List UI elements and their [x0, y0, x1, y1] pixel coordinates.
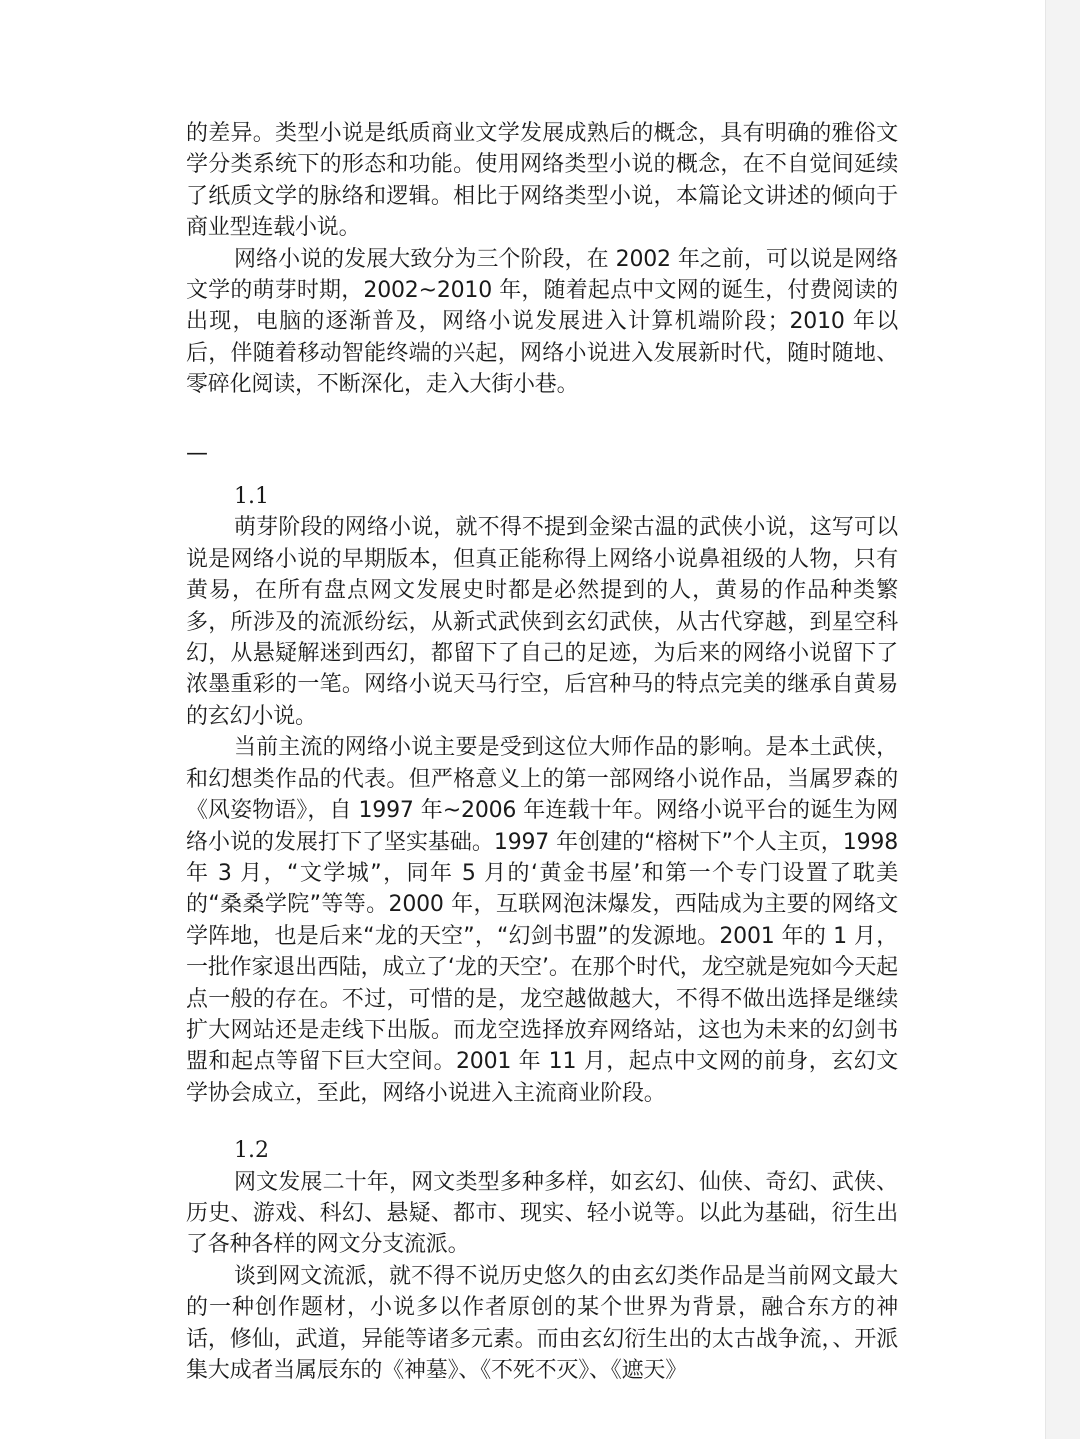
- spacer: [186, 469, 898, 481]
- intro-paragraph-1: 的差异。类型小说是纸质商业文学发展成熟后的概念，具有明确的雅俗文学分类系统下的形态和功能。使用网络类型小说的概念，在不自觉间延续了纸质文学的脉络和逻辑。相比于网络类型小说，本篇论文讲述的倾向于商业型连载小说。: [186, 121, 898, 241]
- section-1-2-paragraph-2: 谈到网文流派，就不得不说历史悠久的由玄幻类作品是当前网文最大的一种创作题材，小说多以作者原创的某个世界为背景，融合东方的神话，修仙，武道，异能等诸多元素。而由玄幻衍生出的太古战争流，、开派集大成者当属辰东的《神墓》、《不死不灭》、《遮天》: [186, 1263, 898, 1384]
- section-heading-1-1: 1.1: [234, 484, 269, 510]
- section-1-1-paragraph-2: 当前主流的网络小说主要是受到这位大师作品的影响。是本土武侠，和幻想类作品的代表。但严格意义上的第一部网络小说作品，当属罗森的《风姿物语》，自 1997 年~2006 年连载十年。网络小说平台的诞生为网络小说的发展打下了坚实基础。1997 年创建的“榕树下”个人主页，1998 年 3 月，“文学城”，同年 5 月的‘黄金书屋’和第一个专门设置了耽美的“桑桑学院”等等。2000 年，互联网泡沫爆发，西陆成为主要的网络文学阵地，也是后来“龙的天空”，“幻剑书盟”的发源地。2001 年的 1 月，一批作家退出西陆，成立了‘龙的天空’。在那个时代，龙空就是宛如今天起点一般的存在。不过，可惜的是，龙空越做越大，不得不做出选择是继续扩大网站还是走线下出版。而龙空选择放弃网络站，这也为未来的幻剑书盟和起点等留下巨大空间。2001 年 11 月，起点中文网的前身，玄幻文学协会成立，至此，网络小说进入主流商业阶段。: [186, 735, 898, 1106]
- section-heading-1-2: 1.2: [234, 1138, 269, 1164]
- spacer: [186, 1109, 898, 1135]
- document-page: [186, 118, 898, 1386]
- intro-paragraph-2: 网络小说的发展大致分为三个阶段，在 2002 年之前，可以说是网络文学的萌芽时期，2002~2010 年，随着起点中文网的诞生，付费阅读的出现，电脑的逐渐普及，网络小说发展进入计算机端阶段；2010 年以后，伴随着移动智能终端的兴起，网络小说进入发展新时代，随时随地、零碎化阅读，不断深化，走入大街小巷。: [186, 246, 898, 398]
- separator-dash: —: [186, 440, 208, 466]
- section-1-1-paragraph-1: 萌芽阶段的网络小说，就不得不提到金梁古温的武侠小说，这写可以说是网络小说的早期版本，但真正能称得上网络小说鼻祖级的人物，只有黄易，在所有盘点网文发展史时都是必然提到的人，黄易的作品种类繁多，所涉及的流派纷纭，从新式武侠到玄幻武侠，从古代穿越，到星空科幻，从悬疑解迷到西幻，都留下了自己的足迹，为后来的网络小说留下了浓墨重彩的一笔。网络小说天马行空，后宫种马的特点完美的继承自黄易的玄幻小说。: [186, 515, 898, 729]
- page-edge-shadow: [1045, 0, 1080, 1439]
- spacer: [186, 401, 898, 438]
- section-1-2-paragraph-1: 网文发展二十年，网文类型多种多样，如玄幻、仙侠、奇幻、武侠、历史、游戏、科幻、悬疑、都市、现实、轻小说等。以此为基础，衍生出了各种各样的网文分支流派。: [186, 1169, 898, 1258]
